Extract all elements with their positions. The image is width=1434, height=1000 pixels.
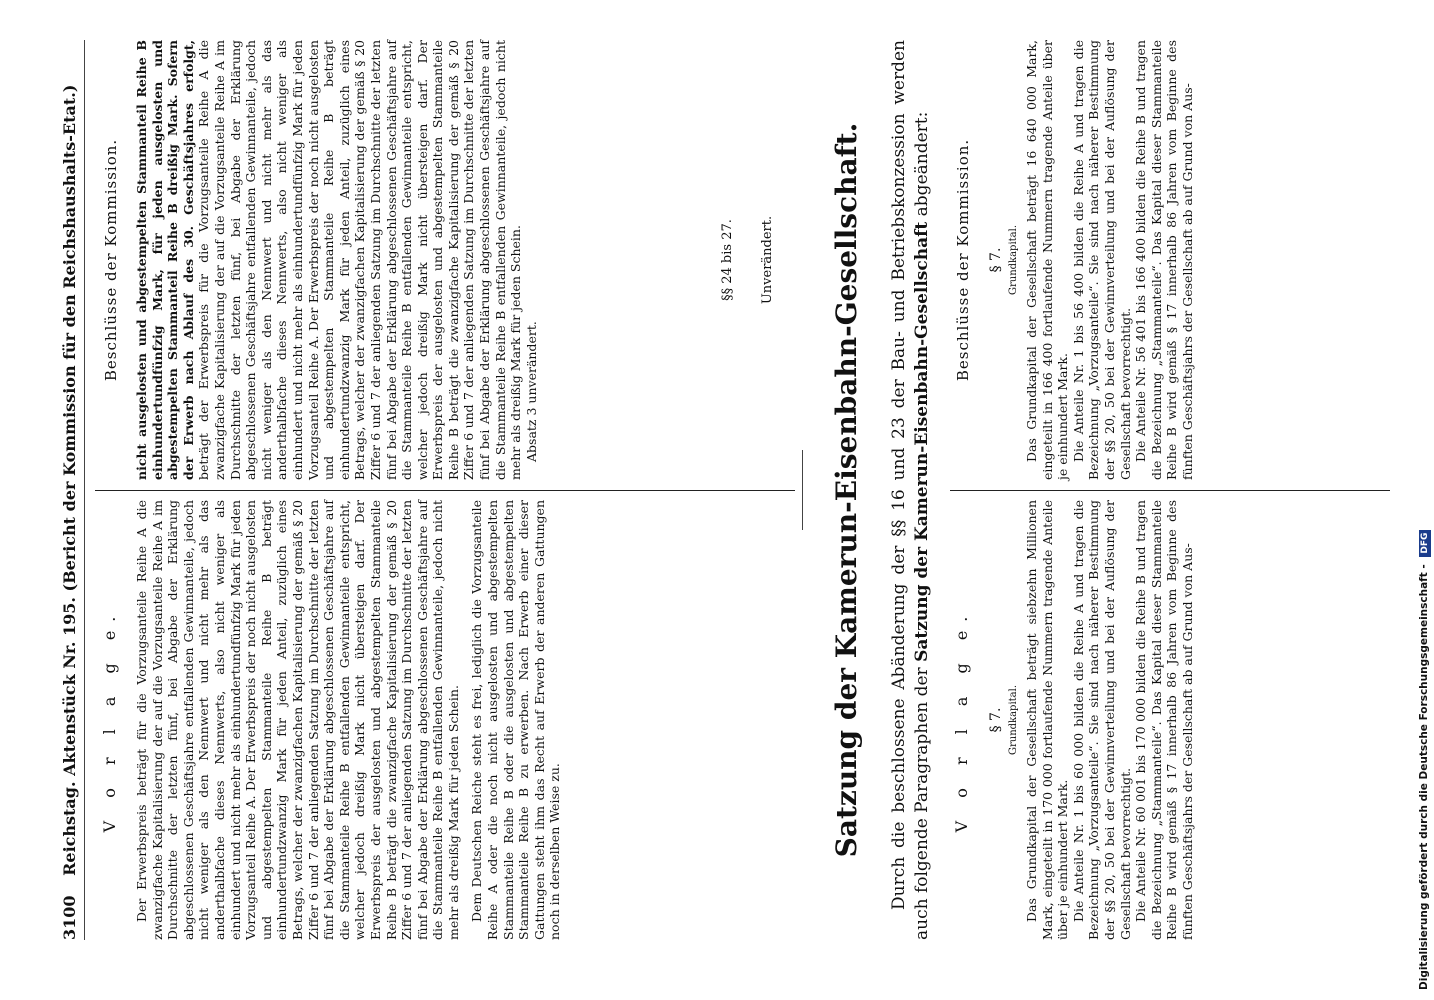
- beschluesse-paragraph-2: Absatz 3 unverändert.: [523, 321, 539, 462]
- main-title: Satzung der Kamerun-Eisenbahn-Gesellschaft.: [830, 122, 863, 858]
- intro-after: abgeändert:: [912, 111, 932, 222]
- paragraph-range: §§ 24 bis 27.: [720, 219, 735, 301]
- digitization-text: Digitalisierung gefördert durch die Deutsche Forschungsgemeinschaft -: [1418, 564, 1430, 990]
- vorlage-grundkapital-3: Die Anteile Nr. 60 001 bis 170 000 bilden die Reihe B und tragen die Bezeichnung „Stammanteile“. Das Kapital dieser Stammanteile Reihe B wird gemäß § 17 innerhalb 86 Jahren vom Beginne des fünften Geschäftsjahrs der Gesellschaft ab auf Grund von Aus-: [1133, 500, 1195, 940]
- header-text: Reichstag. Aktenstück Nr. 195. (Bericht der Kommission für den Reichshaushalts-Etat.): [60, 84, 79, 876]
- digitization-note: [1418, 430, 1431, 990]
- vorlage-title-2: V o r l a g e.: [952, 607, 971, 833]
- section-separator: [802, 450, 803, 530]
- header-rule: [84, 40, 85, 940]
- beschluesse-grundkapital-3: Die Anteile Nr. 56 401 bis 166 400 bilden die Reihe B und tragen die Bezeichnung „Stammanteile“. Das Kapital dieser Stammanteile Reihe B wird gemäß § 17 innerhalb 86 Jahren vom Beginne des fünften Geschäftsjahrs der Gesellschaft ab auf Grund von Aus-: [1133, 40, 1195, 480]
- beschluesse-subheading: Grundkapital.: [1008, 224, 1019, 296]
- beschluesse-bold-text: nicht ausgelosten und abgestempelten Stammanteil Reihe B einhundertundfünfzig Mark, für jeden ausgelosten und abgestempelten Stammanteil Reihe B dreißig Mark. Sofern der Erwerb nach Ablauf des 30. Geschäftsjahres erfolgt,: [134, 40, 196, 480]
- vorlage-text-1: [134, 500, 563, 940]
- dfg-logo: DFG: [1419, 530, 1431, 557]
- vorlage-grundkapital-2: Die Anteile Nr. 1 bis 60 000 bilden die Reihe A und tragen die Bezeichnung „Vorzugsanteile“. Sie sind nach näherer Bestimmung der §§ 20, 50 bei der Gewinnverteilung und bei der Auflösung der Gesellschaft bevorrechtigt.: [1070, 500, 1133, 940]
- unchanged-note: Unverändert.: [760, 215, 775, 305]
- beschluesse-paragraph-sign: § 7.: [988, 247, 1004, 273]
- vorlage-subheading: Grundkapital.: [1008, 684, 1019, 756]
- vorlage-text-2: [1024, 500, 1196, 940]
- vorlage-title-1: V o r l a g e.: [100, 607, 119, 833]
- page-header: [60, 40, 79, 940]
- beschluesse-paragraph-1: [134, 40, 524, 480]
- vorlage-paragraph-sign: § 7.: [988, 707, 1004, 733]
- column-divider-1: [95, 490, 795, 491]
- beschluesse-text-2: [1024, 40, 1196, 480]
- column-divider-2: [950, 490, 1390, 491]
- beschluesse-grundkapital-1: Das Grundkapital der Gesellschaft beträgt 16 640 000 Mark, eingeteilt in 166 400 fortlaufende Nummern tragende Anteile über je einhundert Mark.: [1024, 40, 1071, 480]
- page-number: 3100: [60, 895, 79, 940]
- beschluesse-regular-text: beträgt der Erwerbspreis für die Vorzugsanteile Reihe A die zwanzigfache Kapitalisierung der auf die Vorzugsanteile Reihe A im Durchschnitte der letzten fünf, bei Abgabe der Erklärung abgeschlossenen Geschäftsjahre entfallenden Gewinnanteile, jedoch nicht weniger als den Nennwert und nicht mehr als das anderthalbfache dieses Nennwerts, also nicht weniger als einhundert und nicht mehr als einhundertundfünfzig Mark für jeden Vorzugsanteil Reihe A. Der Erwerbspreis der noch nicht ausgelosten und abgestempelten Stammanteile Reihe B beträgt einhundertundzwanzig Mark für jeden Anteil, zuzüglich eines Betrags, welcher der zwanzigfachen Kapitalisierung der gemäß § 20 Ziffer 6 und 7 der anliegenden Satzung im Durchschnitte der letzten fünf bei Abgabe der Erklärung abgeschlossenen Geschäftsjahre auf die Stammanteile Reihe B entfallenden Gewinnanteile entspricht, welcher jedoch dreißig Mark nicht übersteigen darf. Der Erwerbspreis der ausgelosten und abgestempelten Stammanteile Reihe B beträgt die zwanzigfache Kapitalisierung der gemäß § 20 Ziffer 6 und 7 der anliegenden Satzung im Durchschnitte der letzten fünf bei Abgabe der Erklärung abgeschlossenen Geschäftsjahre auf die Stammanteile Reihe B entfallenden Gewinnanteile, jedoch nicht mehr als dreißig Mark für jeden Schein.: [196, 40, 524, 480]
- beschluesse-title-1: Beschlüsse der Kommission.: [102, 138, 120, 382]
- vorlage-paragraph-1: Der Erwerbspreis beträgt für die Vorzugsanteile Reihe A die zwanzigfache Kapitalisierung der auf die Vorzugsanteile Reihe A im Durchschnitte der letzten fünf, bei Abgabe der Erklärung abgeschlossenen Geschäftsjahre entfallenden Gewinnanteile, jedoch nicht weniger als den Nennwert und nicht mehr als das anderthalbfache dieses Nennwerts, also nicht weniger als einhundert und nicht mehr als einhundertundfünfzig Mark für jeden Vorzugsanteil Reihe A. Der Erwerbspreis der noch nicht ausgelosten und abgestempelten Stammanteile Reihe B beträgt einhundertundzwanzig Mark für jeden Anteil, zuzüglich eines Betrags, welcher der zwanzigfachen Kapitalisierung der gemäß § 20 Ziffer 6 und 7 der anliegenden Satzung im Durchschnitte der letzten fünf bei Abgabe der Erklärung abgeschlossenen Geschäftsjahre auf die Stammanteile Reihe B entfallenden Gewinnanteile entspricht, welcher jedoch dreißig Mark nicht übersteigen darf. Der Erwerbspreis der ausgelosten und abgestempelten Stammanteile Reihe B beträgt die zwanzigfache Kapitalisierung der gemäß § 20 Ziffer 6 und 7 der anliegenden Satzung im Durchschnitte der letzten fünf bei Abgabe der Erklärung abgeschlossenen Geschäftsjahre auf die Stammanteile Reihe B entfallenden Gewinnanteile, jedoch nicht mehr als dreißig Mark für jeden Schein.: [134, 500, 461, 940]
- rotated-document-content: [60, 30, 1400, 950]
- beschluesse-grundkapital-2: Die Anteile Nr. 1 bis 56 400 bilden die Reihe A und tragen die Bezeichnung „Vorzugsanteile“. Sie sind nach näherer Bestimmung der §§ 20, 50 bei der Gewinnverteilung und bei der Auflösung der Gesellschaft bevorrechtigt.: [1070, 40, 1133, 480]
- beschluesse-text-1: [134, 40, 539, 480]
- intro-text: [888, 40, 934, 940]
- vorlage-paragraph-2: Dem Deutschen Reiche steht es frei, lediglich die Vorzugsanteile Reihe A oder die noch nicht ausgelosten und abgestempelten Stammanteile Reihe B oder die ausgelosten und abgestempelten Stammanteile Reihe B zu erwerben. Nach Erwerb einer dieser Gattungen steht ihm das Recht auf Erwerb der anderen Gattungen noch in derselben Weise zu.: [469, 500, 563, 940]
- intro-bold: Satzung der Kamerun-Eisenbahn-Gesellschaft: [912, 221, 932, 662]
- vorlage-grundkapital-1: Das Grundkapital der Gesellschaft beträgt siebzehn Millionen Mark, eingeteilt in 170 000 fortlaufende Nummern tragende Anteile über je einhundert Mark.: [1024, 500, 1071, 940]
- beschluesse-title-2: Beschlüsse der Kommission.: [954, 138, 972, 382]
- intro-before: Durch die beschlossene Abänderung der §§ 16 und 23 der Bau- und Betriebskonzession werden auch folgende Paragraphen der: [889, 40, 932, 940]
